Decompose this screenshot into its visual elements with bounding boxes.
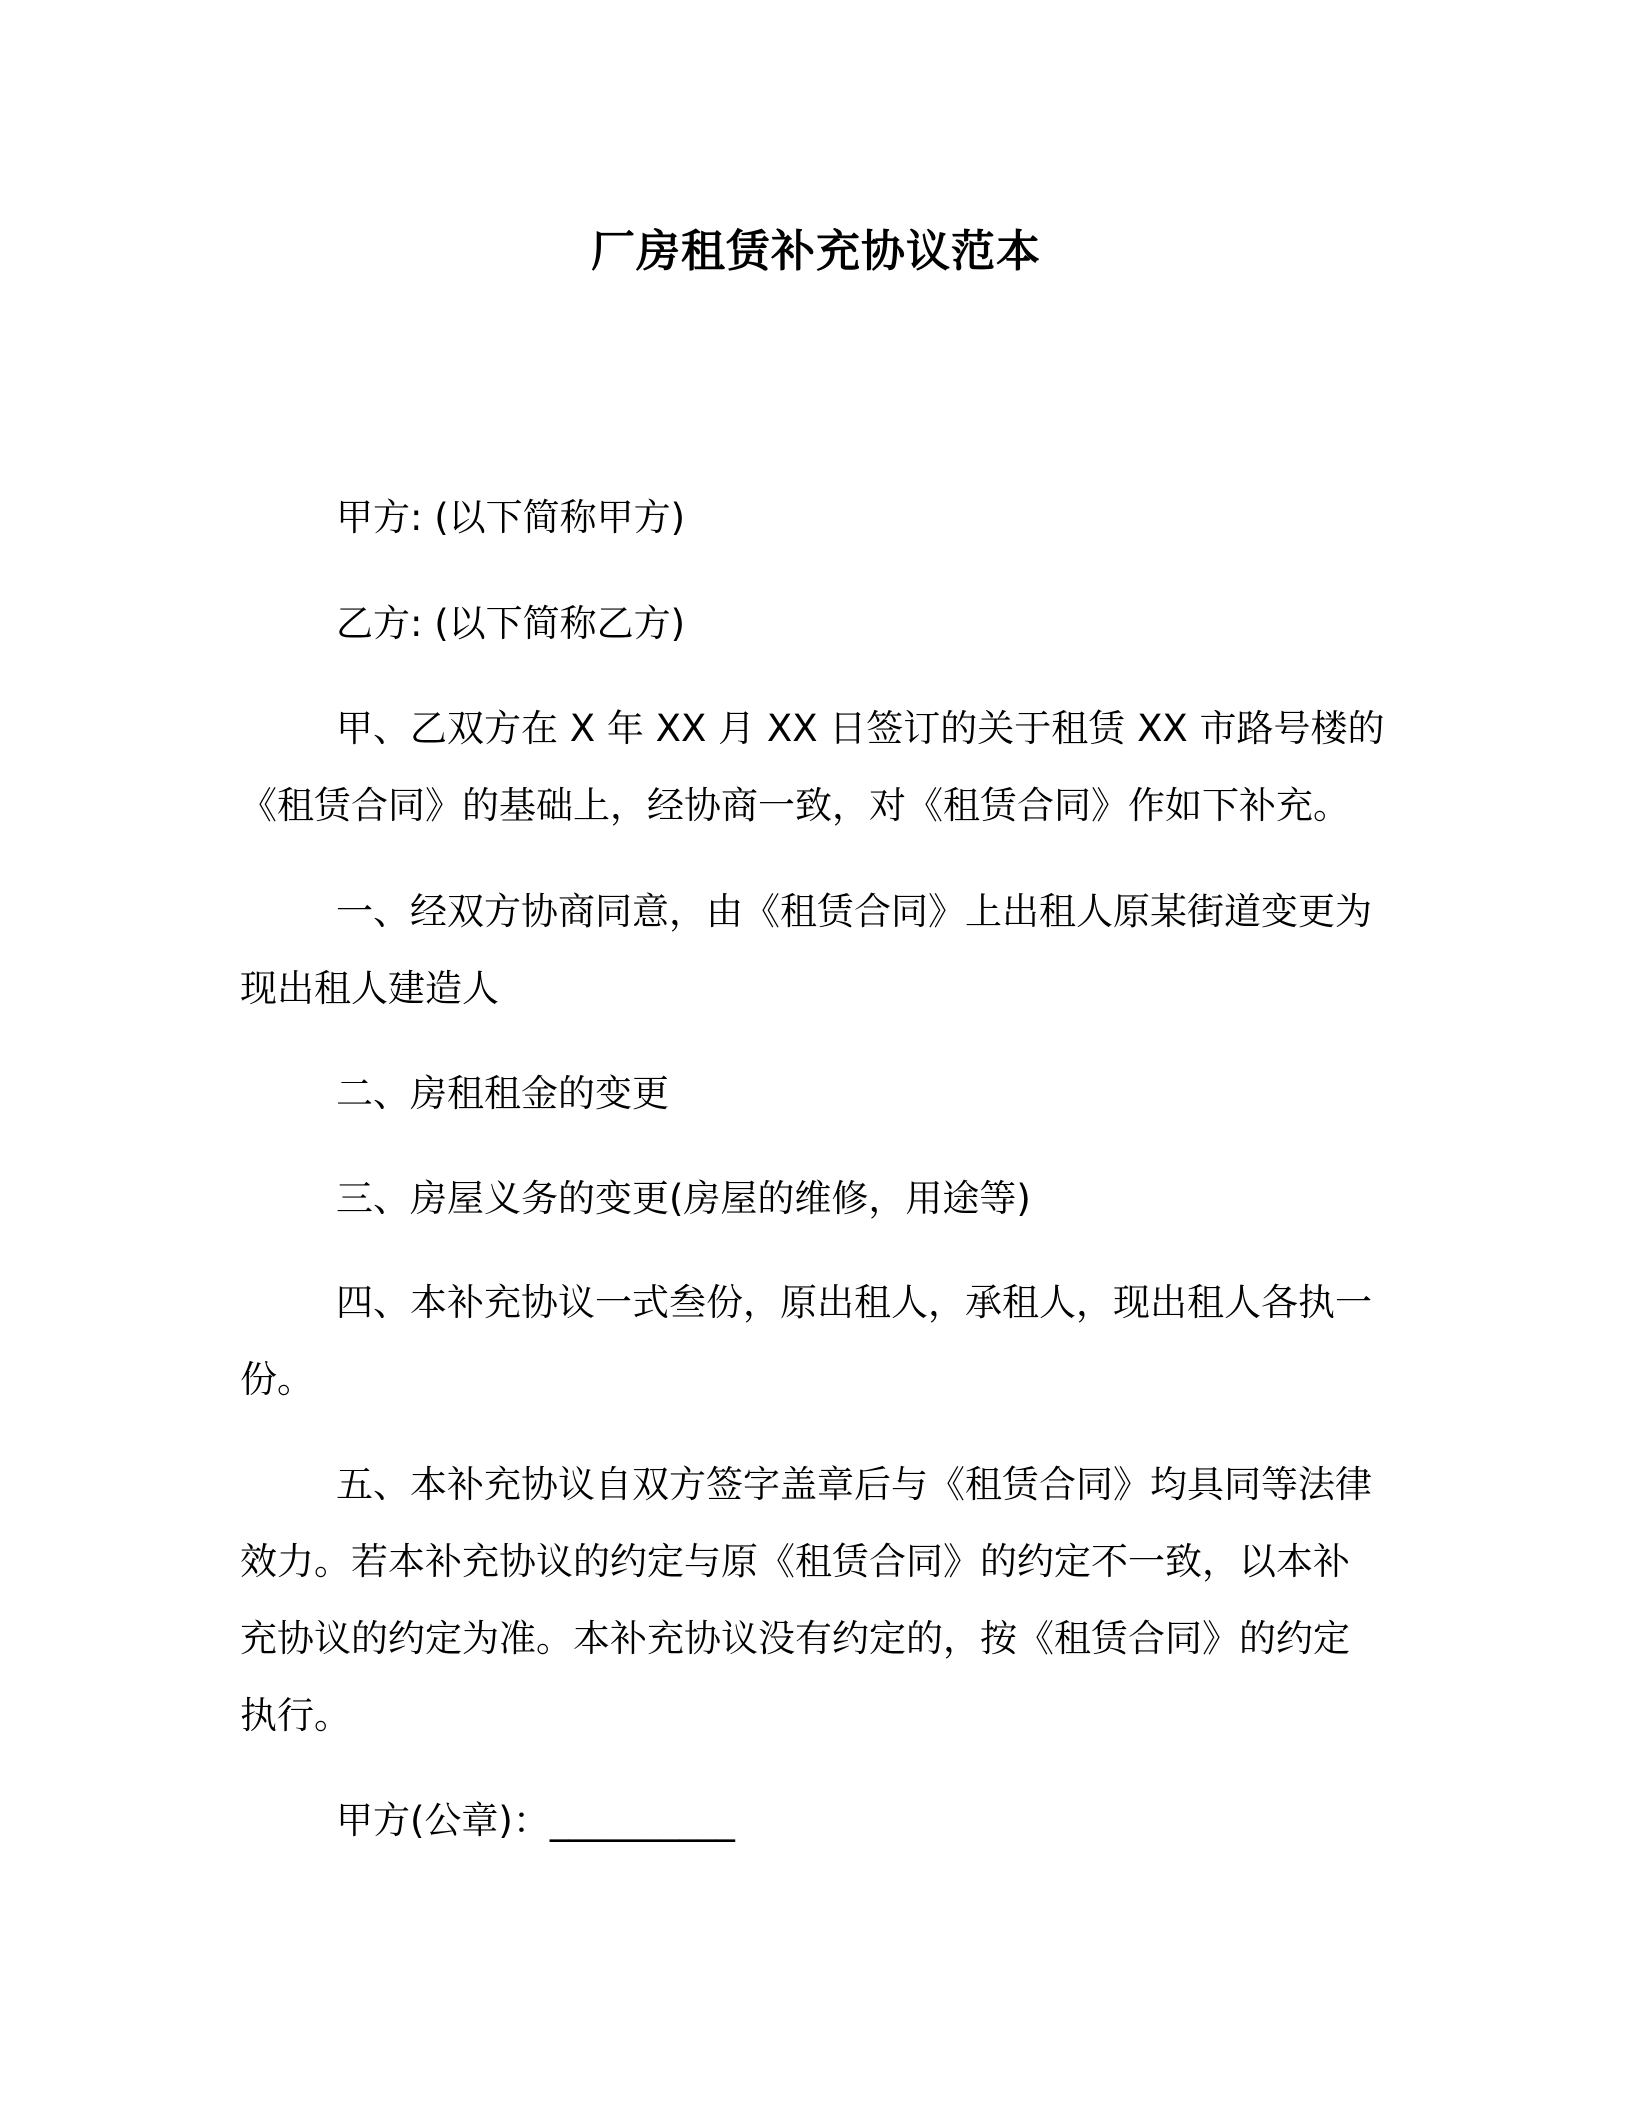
clause-5-line-1: 五、本补充协议自双方签字盖章后与《租赁合同》均具同等法律 [336,1463,1372,1506]
party-a-line: 甲方: (以下简称甲方) [336,496,686,539]
clause-1 [240,873,1372,1027]
intro-line-2: 《租赁合同》的基础上，经协商一致，对《租赁合同》作如下补充。 [240,784,1350,827]
intro-line-1: 甲、乙双方在 X 年 XX 月 XX 日签订的关于租赁 XX 市路号楼的 [336,707,1385,750]
signature-label: 甲方(公章)： [336,1799,550,1842]
party-b-line: 乙方: (以下简称乙方) [336,602,686,645]
intro-paragraph [240,690,1385,844]
signature-blank: __________ [549,1799,735,1842]
party-a-block [240,479,1372,556]
clause-4-line-2: 份。 [240,1358,314,1401]
clause-2 [240,1055,1372,1132]
clause-3 [240,1160,1372,1237]
clause-5-line-4: 执行。 [240,1694,351,1737]
clause-1-line-1: 一、经双方协商同意，由《租赁合同》上出租人原某街道变更为 [336,890,1372,933]
clause-4-line-1: 四、本补充协议一式叁份，原出租人，承租人，现出租人各执一 [336,1281,1372,1324]
clause-5-line-3: 充协议的约定为准。本补充协议没有约定的，按《租赁合同》的约定 [240,1617,1350,1660]
signature-block [240,1782,1372,1859]
clause-5 [240,1446,1372,1754]
clause-5-line-2: 效力。若本补充协议的约定与原《租赁合同》的约定不一致，以本补 [240,1540,1350,1583]
clause-3-line: 三、房屋义务的变更(房屋的维修，用途等) [336,1177,1031,1220]
party-b-block [240,585,1372,662]
clause-1-line-2: 现出租人建造人 [240,967,499,1010]
clause-4 [240,1264,1372,1418]
document-title: 厂房租赁补充协议范本 [591,226,1041,277]
clause-2-line: 二、房租租金的变更 [336,1072,669,1115]
